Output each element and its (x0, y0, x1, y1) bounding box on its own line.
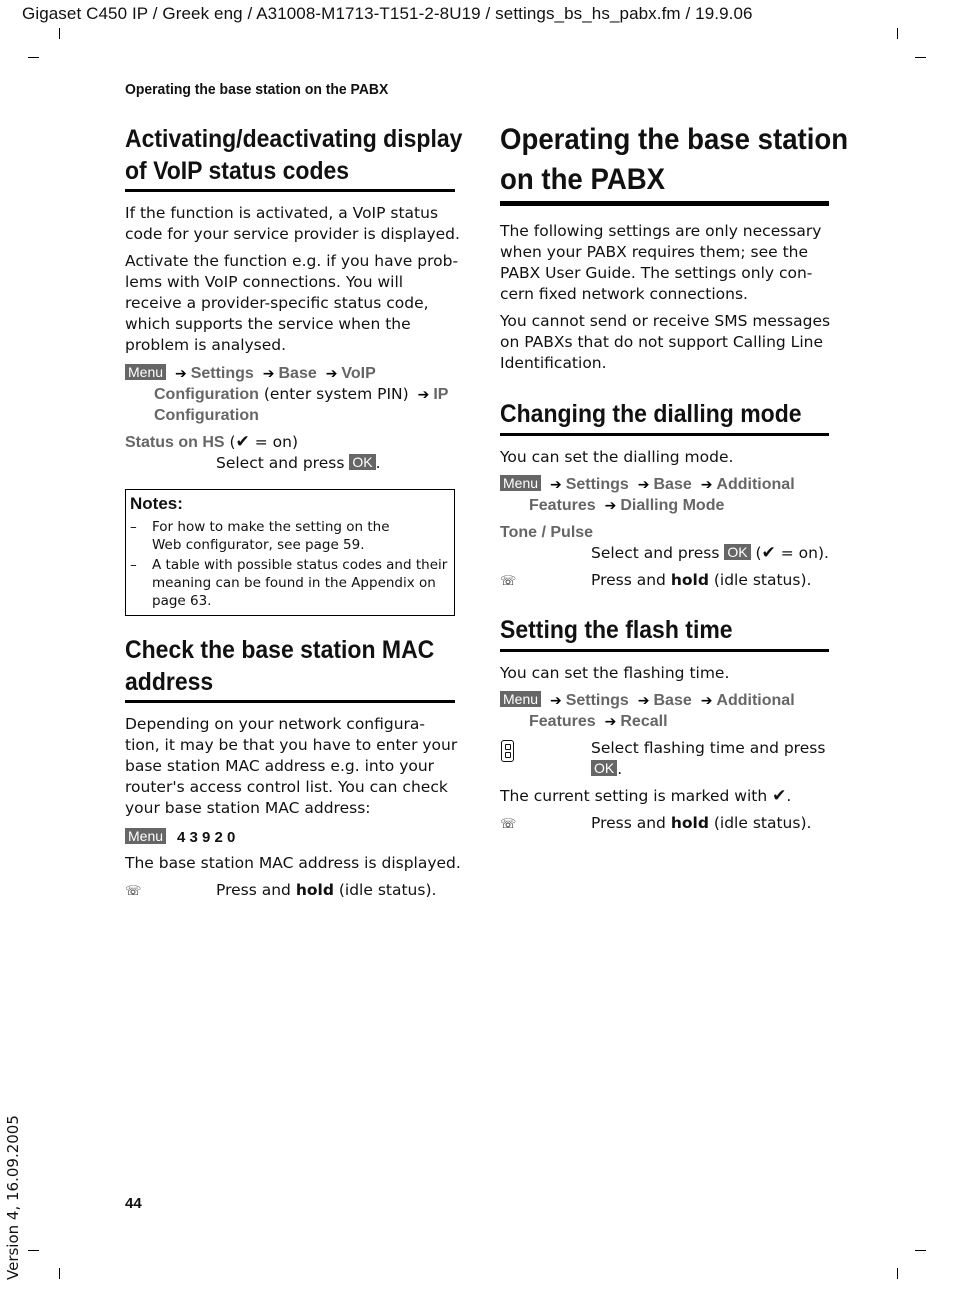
nav-base: Base (653, 476, 692, 493)
ok-key: OK (591, 760, 617, 776)
flash-section-title (500, 614, 829, 646)
nav-voip: VoIP (341, 365, 376, 382)
arrow-icon: ➔ (417, 387, 430, 403)
hold-text: hold (295, 881, 334, 899)
nav-settings: Settings (565, 692, 629, 709)
text-line: You cannot send or receive SMS messages (500, 312, 831, 330)
menu-key: Menu (125, 364, 166, 380)
mac-section-title (125, 634, 455, 698)
mac-code: 4 3 9 2 0 (176, 829, 236, 846)
text-line: router's access control list. You can check (125, 778, 448, 796)
end-call-icon: ☏ (500, 574, 517, 589)
menu-key: Menu (500, 691, 541, 707)
file-header: Gigaset C450 IP / Greek eng / A31008-M1713-T151-2-8U19 / settings_bs_hs_pabx.fm / 19.9.06 (22, 4, 753, 23)
text-line: Depending on your network configura- (125, 715, 426, 733)
pabx-title-line1: Operating the base station (500, 123, 849, 156)
dial-intro: You can set the dialling mode. (500, 448, 734, 466)
crop-mark (897, 28, 898, 39)
flash-end-line (500, 813, 516, 835)
arrow-icon: ➔ (262, 366, 275, 382)
current-setting-text: The current setting is marked with (500, 787, 768, 805)
flash-current-line: The current setting is marked with ✔. (500, 786, 792, 806)
voip-title-line1: Activating/deactivating display (125, 125, 463, 153)
eq-on-text: = on) (254, 433, 299, 451)
arrow-icon: ➔ (325, 366, 338, 382)
select-press-text: Select and press (591, 544, 720, 562)
arrow-icon: ➔ (549, 477, 562, 493)
select-press-line: Select and press OK . (216, 454, 381, 472)
crop-mark (28, 57, 39, 58)
dial-option (500, 522, 593, 543)
crop-mark (28, 1250, 39, 1251)
dial-section-title (500, 398, 829, 430)
mac-title-line1: Check the base station MAC (125, 636, 435, 664)
idle-text: (idle status). (713, 571, 812, 589)
arrow-icon: ➔ (700, 693, 713, 709)
nav-dialling-mode: Dialling Mode (620, 497, 725, 514)
tone-pulse-option: Tone / Pulse (500, 524, 594, 541)
nav-additional: Additional (716, 692, 795, 709)
text-line: on PABXs that do not support Calling Line (500, 333, 823, 351)
idle-text: (idle status). (713, 814, 812, 832)
ok-key: OK (724, 544, 750, 560)
pabx-paragraph-2 (500, 311, 829, 374)
nav-additional: Additional (716, 476, 795, 493)
text-line: your base station MAC address: (125, 799, 371, 817)
voip-title-line2: of VoIP status codes (125, 157, 350, 185)
pin-text: (enter system PIN) (263, 385, 409, 403)
mac-paragraph (125, 714, 458, 819)
check-icon: ✔ (772, 786, 787, 806)
arrow-icon: ➔ (549, 693, 562, 709)
arrow-icon: ➔ (700, 477, 713, 493)
voip-menu-path (125, 363, 455, 385)
voip-menu-path-cont2 (154, 405, 259, 426)
text-line: If the function is activated, a VoIP status (125, 204, 439, 222)
voip-paragraph-2 (125, 251, 459, 356)
text-line: PABX User Guide. The settings only con- (500, 264, 813, 282)
text-line: tion, it may be that you have to enter your (125, 736, 458, 754)
select-press-text: Select and press (216, 454, 345, 472)
voip-menu-path-cont (154, 384, 448, 406)
ok-key: OK (349, 454, 375, 470)
end-call-icon: ☏ (500, 817, 517, 832)
arrow-icon: ➔ (604, 498, 617, 514)
dial-end-line (500, 570, 516, 592)
note-item (126, 556, 478, 610)
arrow-icon: ➔ (637, 477, 650, 493)
hold-text: hold (670, 571, 709, 589)
nav-features: Features (529, 497, 596, 514)
status-on-hs-label: Status on HS (125, 434, 225, 451)
dial-title: Changing the dialling mode (500, 400, 802, 428)
text-line: Activate the function e.g. if you have prob- (125, 252, 459, 270)
check-icon: ✔ (235, 432, 250, 452)
dash: – (130, 557, 137, 573)
pabx-title-rule (500, 201, 829, 206)
check-icon: ✔ (761, 543, 776, 563)
dial-press-hold (591, 570, 811, 591)
hold-text: hold (670, 814, 709, 832)
notes-title: Notes: (130, 494, 183, 513)
dash: – (130, 519, 137, 535)
text-line: The following settings are only necessary (500, 222, 822, 240)
notes-box (125, 489, 455, 616)
text-line: Web configurator, see page 59. (152, 537, 365, 553)
end-call-icon: ☏ (125, 884, 142, 899)
nav-settings: Settings (565, 476, 629, 493)
text-line: receive a provider-specific status code, (125, 294, 429, 312)
flash-intro: You can set the flashing time. (500, 664, 730, 682)
mac-title-rule (125, 700, 455, 703)
flash-menu-path (500, 690, 795, 712)
voip-title-rule (125, 189, 455, 192)
idle-text: (idle status). (338, 881, 437, 899)
text-line: meaning can be found in the Appendix on (152, 575, 436, 591)
note-item (126, 518, 478, 554)
nav-ip: IP (433, 386, 449, 403)
status-on-hs-line: Status on HS (✔ = on) (125, 432, 299, 452)
text-line: code for your service provider is displayed. (125, 225, 460, 243)
voip-paragraph-1 (125, 203, 460, 245)
page-number: 44 (125, 1195, 142, 1212)
text-line: which supports the service when the (125, 315, 411, 333)
text-line: A table with possible status codes and their (152, 557, 448, 573)
dial-menu-path-cont (529, 495, 724, 517)
mac-end-line (125, 880, 141, 902)
menu-key: Menu (125, 828, 166, 844)
crop-mark (59, 28, 60, 39)
crop-mark (897, 1268, 898, 1279)
flash-select-block: Select flashing time and press OK . (591, 739, 826, 778)
nav-configuration: Configuration (154, 386, 259, 403)
flash-press-hold (591, 813, 811, 834)
nav-settings: Settings (190, 365, 254, 382)
control-key-icon (501, 740, 514, 762)
flash-menu-path-cont (529, 711, 668, 733)
nav-ip-configuration: Configuration (154, 407, 259, 424)
running-head: Operating the base station on the PABX (125, 81, 389, 98)
dial-menu-path (500, 474, 795, 496)
mac-code-line (125, 827, 235, 848)
text-line: page 63. (152, 593, 212, 609)
nav-base: Base (653, 692, 692, 709)
text-line: For how to make the setting on the (152, 519, 390, 535)
arrow-icon: ➔ (637, 693, 650, 709)
mac-displayed: The base station MAC address is displayed. (125, 854, 461, 872)
text-line: base station MAC address e.g. into your (125, 757, 435, 775)
nav-recall: Recall (620, 713, 668, 730)
select-flash-text: Select flashing time and press (591, 739, 826, 757)
dial-select-line: Select and press OK (✔ = on). (591, 543, 829, 563)
crop-mark (915, 57, 926, 58)
crop-mark (915, 1250, 926, 1251)
flash-title-rule (500, 649, 829, 652)
pabx-paragraph-1 (500, 221, 829, 305)
press-text: Press and (216, 881, 291, 899)
press-text: Press and (591, 814, 666, 832)
menu-key: Menu (500, 475, 541, 491)
nav-features: Features (529, 713, 596, 730)
eq-on-text: = on). (780, 544, 829, 562)
text-line: when your PABX requires them; see the (500, 243, 809, 261)
crop-mark (59, 1268, 60, 1279)
arrow-icon: ➔ (604, 714, 617, 730)
arrow-icon: ➔ (174, 366, 187, 382)
pabx-section-title (500, 120, 849, 200)
pabx-title-line2: on the PABX (500, 163, 666, 196)
flash-title: Setting the flash time (500, 616, 733, 644)
voip-section-title (125, 123, 463, 187)
press-text: Press and (591, 571, 666, 589)
mac-press-hold (216, 880, 436, 901)
text-line: lems with VoIP connections. You will (125, 273, 404, 291)
mac-title-line2: address (125, 668, 214, 696)
text-line: problem is analysed. (125, 336, 287, 354)
nav-base: Base (278, 365, 317, 382)
version-label: Version 4, 16.09.2005 (4, 1115, 22, 1280)
text-line: Identification. (500, 354, 607, 372)
text-line: cern fixed network connections. (500, 285, 748, 303)
dial-title-rule (500, 433, 829, 436)
